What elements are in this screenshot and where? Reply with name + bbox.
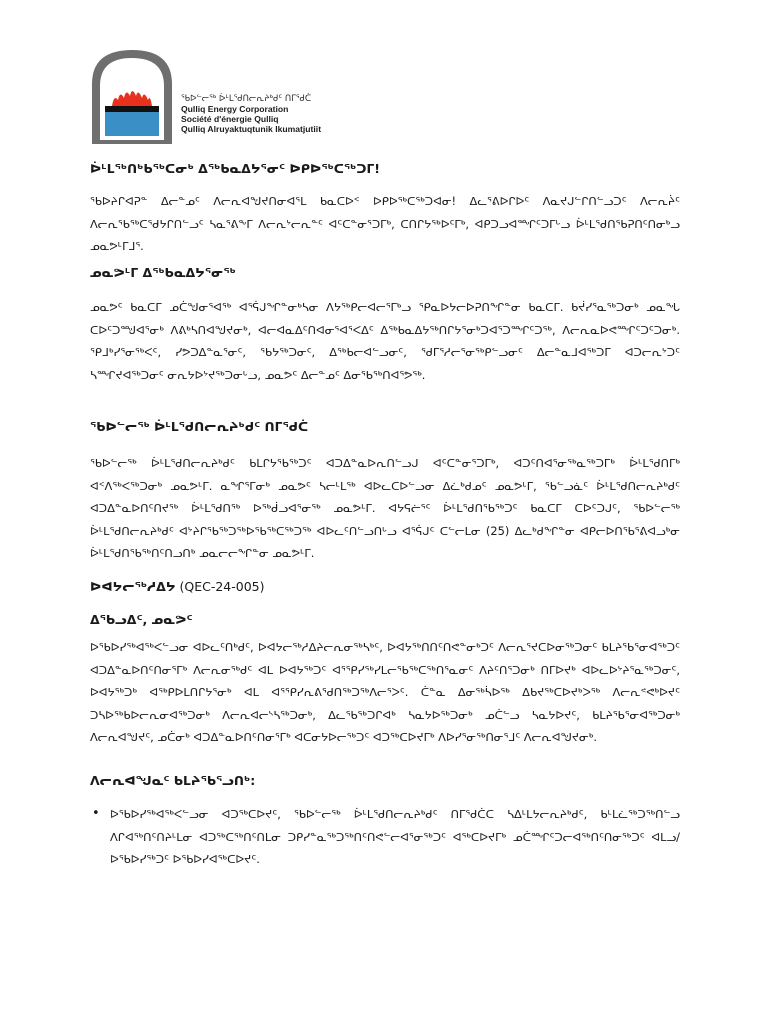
list-item-text: ᐅᖃᐅᓯᖅᐊᖅᐸᓪᓗᓂ ᐊᑐᖅᑕᐅᔪᑦ, ᖃᐅᓪᓕᖅ ᐆᒻᒪᖁᑎᓕᕆᔨᒃᑯᑦ ᑎᒥᖁᑖᑕ ᓴᐃᒻᒪᔭᓕᕆᔨᒃᑯᑦ, ᑲᒻᒪᓛᖅᑐᖅᑎᓪᓗ ᐱᒋᐊᖅᑎᑦᑎᔨᒻᒪᓂ ᐊᑐᖅᑕᖅᑎᑦᑎᒪᓂ ᑐᑭᓯᓐᓇᖅᑐᖅᑎᑦᑎᕙᓪᓕᐊᕐᓂᖅᑐᑦ ᐊᖅᑕᐅᔪᒥᒃ ᓄᑖᙱᑦᑐᓕᐊᖅᑎᑦᑎᓂᖅᑐᑦ ᐊᒪᓗ/ᐅᖃᐅᓯᖅᑐᑦ ᐅᖃᐅᓯᐊᖅᑕᐅᔪᑦ. — [110, 807, 680, 866]
page-title: ᐆᒻᒪᖅᑎᒃᑲᖅᑕᓂᒃ ᐃᖅᑲᓇᐃᔭᕐᓂᑦ ᐅᑭᐅᖅᑕᖅᑐᒥ! — [90, 161, 380, 176]
corporation-heading: ᖃᐅᓪᓕᖅ ᐆᒻᒪᖁᑎᓕᕆᔨᒃᑯᑦ ᑎᒥᖁᑖ — [90, 419, 309, 434]
intro-paragraph: ᖃᐅᔨᒋᐊᕈᓐ ᐃᓕᓐᓄᑦ ᐱᓕᕆᐊᖑᔪᑎᓂᐊᕐᒪ ᑲᓇᑕᐅᑉ ᐅᑭᐅᖅᑕᖅᑐᐊᓂ! ᐃᓚᕐᕕᐅᒋᐅᑦ ᐱᓇᔪᒍᓪᒋᑎᓪᓗᑐᑦ ᐱᓕᕆᔩᑦ ᐱᓕᕆᖃᖅᑕᖁᔭᒋᑎᓪᓗᑦ ᓴᓇᕐᕕᖕᒥ ᐱᓕᕆᔾᓕᕆᓐᑦ ᐊᑦᑕᓐᓂᕐᑐᒥᒃ, ᑕᑎᒋᔭᖅᐅᑦᒥᒃ, ᐊᑭᑐᓗᐊᙱᑦᑐᒥᒡᓗ ᐆᒻᒪᖁᑎᖃᕈᑎᑦᑎᓂᒃᓗ ᓄᓇᕗᒻᒥᒧᕐ. — [90, 194, 680, 253]
nunavut-paragraph: ᓄᓇᕗᑦ ᑲᓇᑕᒥ ᓄᑖᖑᓂᕐᐊᖅ ᐊᕐᕌᒍᖏᓐᓂᒃᓴᓂ ᐱᔭᖅᑭᓕᐊᓕᕐᒥᒃᓗ ᕿᓇᐅᔭᓕᐅᕈᑎᖏᓐᓂ ᑲᓇᑕᒥ. ᑲᔫᓯᕐᓇᖅᑐᓂᒃ ᓄᓇᖓ ᑕᐅᑦᑐᙳᐊᕐᓂᒃ ᐱᕕᒃᓴᑎᐊᖑᔪᓂᒃ, ᐊᓕᐊᓇᐃᑦᑎᐊᓂᕐᐊᕐᐸᐃᑦ ᐃᖅᑲᓇᐃᔭᖅᑎᒋᔭᕐᓂᒃᑐᐊᕐᑐᙱᑦᑐᖅ, ᐱᓕᕆᓇᐅᕙᙱᑦᑐᑦᑐᓂᒃ. ᕿᒧᒃᓯᕐᓂᖅᐸᑦ, ᓯᕗᑐᐃᓐᓇᕐᓂᑦ, ᖃᔭᖅᑐᓂᑦ, ᐃᖅᑲᓕᐊᓪᓗᓂᑦ, ᖁᒥᕐᓱᓕᕐᓂᖅᑭᓪᓗᓂᑦ ᐃᓕᓐᓇᒧᐊᖅᑐᒥ ᐊᑐᓕᕆᔾᑐᑦ ᓴᙱᔪᐊᖅᑐᓂᑦ ᓂᕆᔭᐅᔾᔪᖅᑐᓂᒡᓗ, ᓄᓇᕗᑦ ᐃᓕᓐᓄᑦ ᐃᓂᖃᖅᑎᐊᕐᕗᖅ. — [90, 300, 680, 382]
nunavut-heading: ᓄᓇᕗᒻᒥ ᐃᖅᑲᓇᐃᔭᕐᓂᖅ — [90, 265, 236, 280]
logo-text-syllabic: ᖃᐅᓪᓕᖅ ᐆᒻᒪᖁᑎᓕᕆᔨᒃᑯᑦ ᑎᒥᖁᑖ — [181, 94, 312, 104]
responsibilities-heading: ᐱᓕᕆᐊᖑᓇᑦ ᑲᒪᔨᖃᕐᓗᑎᒃ: — [90, 773, 256, 788]
company-logo — [88, 44, 373, 146]
bullet-icon: • — [92, 806, 100, 821]
qulliq-lamp-logo-icon — [88, 44, 176, 146]
job-title — [90, 578, 680, 596]
logo-wordmark — [181, 94, 321, 134]
logo-text-inuinnaqtun: Qulliq Alruyaktuqtunik Ikumatjutiit — [181, 124, 322, 134]
logo-water — [105, 112, 159, 136]
corporation-paragraph: ᖃᐅᓪᓕᖅ ᐆᒻᒪᖁᑎᓕᕆᔨᒃᑯᑦ ᑲᒪᒋᔭᖃᖅᑐᑦ ᐊᑐᐃᓐᓇᐅᕆᑎᓪᓗᒍ ᐊᑦᑕᓐᓂᕐᑐᒥᒃ, ᐊᑐᑦᑎᐊᕐᓂᖅᓇᖅᑐᒥᒃ ᐆᒻᒪᖁᑎᒥᒃ ᐊᑉᐱᖅᐸᖅᑐᓂᒃ ᓄᓇᕗᒻᒥ. ᓇᖏᕐᒥᓂᒃ ᓄᓇᕗᑦ ᓴᓕᒻᒪᖅ ᐊᐅᓚᑕᐅᓪᓗᓂ ᐃᓛᒃᑯᓄᑦ ᓄᓇᕗᒻᒥ, ᖃᓪᓗᓈᑦ ᐆᒻᒪᖁᑎᓕᕆᔨᒃᑯᑦ ᐊᑐᐃᓐᓇᐅᑎᑦᑎᔪᖅ ᐆᒻᒪᖁᑎᖅ ᐅᖅᑰᓗᐊᕐᓂᖅ ᓄᓇᕗᒻᒥ. ᐊᔭᕋᓖᕐᑦ ᐆᒻᒪᖁᑎᖃᖅᑐᑦ ᑲᓇᑕᒥ ᑕᐅᑦᑐᒍᑦ, ᖃᐅᓪᓕᖅ ᐆᒻᒪᖁᑎᓕᕆᔨᒃᑯᑦ ᐊᔾᔨᒋᖃᖅᑐᖅᐅᖃᖅᑕᖅᑐᖅ ᐊᐅᓚᑦᑎᓪᓗᑎᒡᓗ ᐊᕐᕌᒍᑦ ᑕᓪᓕᒪᓂ (25) ᐃᓚᒃᑯᖏᓐᓂ ᐊᑭᓕᐅᑎᖃᕐᕕᐊᓗᒃᓂ ᐆᒻᒪᖁᑎᖃᖅᑎᑦᑎᓗᑎᒃ ᓄᓇᓕᓕᖏᓐᓂ ᓄᓇᕗᒻᒥ. — [90, 456, 680, 560]
job-title-syllabic: ᐅᐊᔭᓕᖅᓱᐃᔭ — [90, 579, 176, 594]
job-summary-paragraph: ᐅᖃᐅᓯᖅᐊᖅᐸᓪᓗᓂ ᐊᐅᓚᑦᑎᒃᑯᑦ, ᐅᐊᔭᓕᖅᓱᐃᔨᓕᕆᓂᕐᒃᓴᒃᑦ, ᐅᐊᔭᖅᑎᑎᑦᑎᕙᓐᓂᒃᑐᑦ ᐱᓕᕆᕐᔪᑕᐅᓂᖅᑐᓂᑦ ᑲᒪᔨᖃᕐᓂᐊᖅᑐᑦ ᐊᑐᐃᓐᓇᐅᑎᑦᑎᓂᕐᒥᒃ ᐱᓕᕆᓂᖅᑯᑦ ᐊᒪ ᐅᐊᔭᖅᑐᑦ ᐊᕐᕿᓯᖅᓯᒪᓕᖃᖅᑕᖅᑎᕐᓇᓂᑦ ᐱᔨᑦᑎᕐᑐᓂᒃ ᑎᒥᐅᔪᒃ ᐊᐅᓚᐅᔾᔨᕐᓇᖅᑐᓂᑦ, ᐅᐊᔭᖅᑐᒃ ᐊᖅᑭᐅᒪᑎᒋᔭᕐᓂᒃ ᐊᒪ ᐊᕐᕿᓯᕆᕕᖁᑎᖅᑐᖅᐱᓕᕐᐳᑦ. ᑖᓐᓇ ᐃᓂᖅᓵᐅᖅ ᐃᑲᔪᖅᑕᐅᔪᒃᐳᖅ ᐱᓕᕆᕝᕙᒃᐅᔪᑦ ᑐᓴᐅᖅᑲᐅᓕᕆᓂᐊᖅᑐᓂᒃ ᐱᓕᕆᐊᓕᔅᓴᖅᑐᓂᒃ, ᐃᓚᖃᖅᑐᒋᐊᒃ ᓴᓇᔭᐅᖅᑐᓂᒃ ᓄᑖᓪᓗ ᓴᓇᔭᐅᔪᑦ, ᑲᒪᔨᖃᕐᓂᐊᖅᑐᓂᒃ ᐱᓕᕆᐊᖑᔪᑦ, ᓄᑖᓂᒃ ᐊᑐᐃᓐᓇᐅᑎᑦᑎᓂᕐᒥᒃ ᐊᑕᓂᔭᐅᓕᖅᑐᑦ ᐊᑐᖅᑕᐅᔪᒥᒃ ᐱᐅᓯᕐᓂᖅᑎᓂᕐᒧᑦ ᐱᓕᕆᐊᖑᔪᓂᒃ. — [90, 640, 680, 744]
logo-text-english: Qulliq Energy Corporation — [181, 104, 289, 114]
logo-text-french: Société d'énergie Qulliq — [181, 114, 279, 124]
list-item — [92, 803, 680, 871]
job-location: ᐃᖃᓗᐃᑦ, ᓄᓇᕗᑦ — [90, 612, 193, 627]
job-code: (QEC-24-005) — [175, 579, 265, 594]
